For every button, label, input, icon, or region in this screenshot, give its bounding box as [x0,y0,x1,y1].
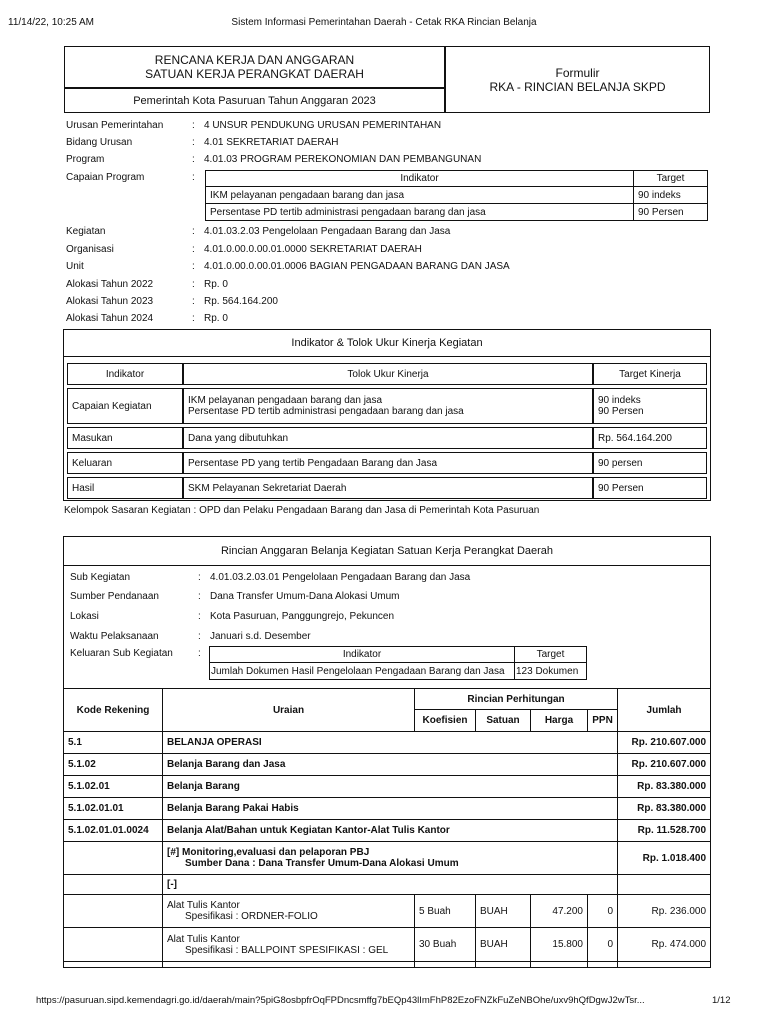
ppn-cell: 0 [588,895,618,928]
kode-rekening-cell: 5.1.02.01.01 [64,798,163,820]
satuan-cell: BUAH [476,895,531,928]
kinerja-tolok-line: Persentase PD tertib administrasi pengadaan barang dan jasa [188,406,464,417]
kode-rekening-cell [64,895,163,928]
col-header-target: Target [634,171,708,187]
jumlah-cell: Rp. 474.000 [618,928,711,962]
kinerja-tolok-cell: Dana yang dibutuhkan [183,427,593,449]
rincian-label: Lokasi [70,611,99,622]
header-subtitle-box [64,88,445,113]
colon: : [192,226,195,237]
col-header-indikator: Indikator [67,363,183,385]
colon: : [192,296,195,307]
meta-value: 4.01.0.00.0.00.01.0006 BAGIAN PENGADAAN BARANG DAN JASA [204,261,510,272]
meta-label: Urusan Pemerintahan [66,120,164,131]
colon: : [198,648,201,659]
header-left-line1: RENCANA KERJA DAN ANGGARAN [154,53,355,67]
jumlah-cell: Rp. 11.528.700 [618,820,711,842]
col-header-target: Target [515,647,587,663]
header-right-line1: Formulir [555,65,600,80]
uraian-sumber-dana: Sumber Dana : Dana Transfer Umum-Dana Alokasi Umum [185,858,459,869]
uraian-cell: Belanja Barang Pakai Habis [163,798,618,820]
rincian-label: Keluaran Sub Kegiatan [70,648,173,659]
colon: : [192,313,195,324]
uraian-cell: Belanja Alat/Bahan untuk Kegiatan Kantor-Alat Tulis Kantor [163,820,618,842]
rincian-value: Januari s.d. Desember [210,631,311,642]
header-left-box [64,46,445,88]
capaian-indikator-cell: Persentase PD tertib administrasi pengadaan barang dan jasa [206,204,634,221]
colon: : [192,154,195,165]
kode-rekening-cell [64,928,163,962]
col-header-jumlah: Jumlah [618,689,711,732]
capaian-target-cell: 90 Persen [634,204,708,221]
col-header-ppn: PPN [588,710,618,732]
kinerja-table [67,360,707,502]
kinerja-target-line: 90 indeks [598,395,641,406]
jumlah-cell: Rp. 83.380.000 [618,798,711,820]
koefisien-cell: 30 Buah [415,928,476,962]
rincian-value: Dana Transfer Umum-Dana Alokasi Umum [210,591,400,602]
table-row [64,895,711,928]
header-right-box [445,46,710,113]
rincian-label: Sub Kegiatan [70,572,131,583]
colon: : [192,261,195,272]
keluaran-indikator-cell: Jumlah Dokumen Hasil Pengelolaan Pengadaan Barang dan Jasa [210,663,515,680]
colon: : [198,572,201,583]
koefisien-cell: 5 Buah [415,895,476,928]
meta-value: Rp. 0 [204,279,228,290]
meta-label: Alokasi Tahun 2023 [66,296,154,307]
table-row [64,732,711,754]
kinerja-indikator-cell: Masukan [67,427,183,449]
meta-value: 4.01.0.00.0.00.01.0000 SEKRETARIAT DAERAH [204,244,422,255]
kode-rekening-cell [64,875,163,895]
harga-cell: 15.800 [531,928,588,962]
meta-value: 4.01.03 PROGRAM PEREKONOMIAN DAN PEMBANGUNAN [204,154,482,165]
header-right-line2: RKA - RINCIAN BELANJA SKPD [489,79,666,94]
kode-rekening-cell: 5.1 [64,732,163,754]
table-row [64,842,711,875]
colon: : [198,631,201,642]
jumlah-cell: Rp. 83.380.000 [618,776,711,798]
meta-label: Program [66,154,105,165]
colon: : [198,591,201,602]
colon: : [192,172,195,183]
keluaran-target-cell: 123 Dokumen [515,663,587,680]
colon: : [192,120,195,131]
table-row-partial [64,962,711,968]
capaian-program-table [205,170,708,221]
meta-label: Alokasi Tahun 2022 [66,279,154,290]
table-row [64,820,711,842]
table-row [64,776,711,798]
kinerja-title: Indikator & Tolok Ukur Kinerja Kegiatan [64,330,710,357]
colon: : [192,137,195,148]
meta-value: Rp. 0 [204,313,228,324]
print-url: https://pasuruan.sipd.kemendagri.go.id/daerah/main?5piG8osbpfrOqFPDncsmffg7bEQp43lImFhP82EzoFNZkFuZeNBOhe/uxv9hQfDgwJ2wTsr... [36,995,645,1006]
col-header-indikator: Indikator [210,647,515,663]
table-row [64,754,711,776]
rincian-title: Rincian Anggaran Belanja Kegiatan Satuan Kerja Perangkat Daerah [64,537,710,566]
meta-value: 4.01 SEKRETARIAT DAERAH [204,137,339,148]
uraian-cell: BELANJA OPERASI [163,732,618,754]
print-datetime: 11/14/22, 10:25 AM [8,17,94,28]
uraian-spesifikasi: Spesifikasi : ORDNER-FOLIO [185,911,318,922]
uraian-cell: [-] [163,875,618,895]
kode-rekening-cell: 5.1.02 [64,754,163,776]
jumlah-cell: Rp. 210.607.000 [618,732,711,754]
uraian-line: Alat Tulis Kantor [167,933,240,945]
meta-value: Rp. 564.164.200 [204,296,278,307]
jumlah-cell: Rp. 210.607.000 [618,754,711,776]
meta-label: Bidang Urusan [66,137,133,148]
col-header-rincian-perhitungan: Rincian Perhitungan [415,689,618,710]
kinerja-target-cell: 90 Persen [593,477,707,499]
meta-label: Unit [66,261,84,272]
rincian-value: 4.01.03.2.03.01 Pengelolaan Pengadaan Barang dan Jasa [210,572,471,583]
colon: : [192,279,195,290]
jumlah-cell: Rp. 1.018.400 [618,842,711,875]
kelompok-sasaran: Kelompok Sasaran Kegiatan : OPD dan Pelaku Pengadaan Barang dan Jasa di Pemerintah Kota Pasuruan [64,505,540,516]
ppn-cell: 0 [588,928,618,962]
print-page-title: Sistem Informasi Pemerintahan Daerah - Cetak RKA Rincian Belanja [231,17,537,28]
meta-label: Kegiatan [66,226,106,237]
print-page-number: 1/12 [712,995,731,1006]
kinerja-target-cell: Rp. 564.164.200 [593,427,707,449]
table-row [64,928,711,962]
kinerja-target-cell [593,388,707,424]
rincian-value: Kota Pasuruan, Panggungrejo, Pekuncen [210,611,395,622]
header-left-line2: SATUAN KERJA PERANGKAT DAERAH [145,67,364,81]
harga-cell: 47.200 [531,895,588,928]
jumlah-cell [618,875,711,895]
col-header-target-kinerja: Target Kinerja [593,363,707,385]
col-header-satuan: Satuan [476,710,531,732]
kode-rekening-cell: 5.1.02.01.01.0024 [64,820,163,842]
uraian-spesifikasi: Spesifikasi : BALLPOINT SPESIFIKASI : GEL [185,944,389,956]
kinerja-indikator-cell: Capaian Kegiatan [67,388,183,424]
uraian-cell [163,842,618,875]
colon: : [192,244,195,255]
col-header-koefisien: Koefisien [415,710,476,732]
uraian-line: Alat Tulis Kantor [167,900,240,911]
table-row [64,798,711,820]
rincian-label: Sumber Pendanaan [70,591,159,602]
meta-label: Organisasi [66,244,114,255]
rincian-belanja-table [63,688,711,968]
kinerja-target-line: 90 Persen [598,406,644,417]
meta-value: 4 UNSUR PENDUKUNG URUSAN PEMERINTAHAN [204,120,442,131]
meta-label: Capaian Program [66,172,145,183]
kinerja-tolok-cell: SKM Pelayanan Sekretariat Daerah [183,477,593,499]
rincian-label: Waktu Pelaksanaan [70,631,159,642]
uraian-line: [#] Monitoring,evaluasi dan pelaporan PBJ [167,847,370,858]
col-header-uraian: Uraian [163,689,415,732]
colon: : [198,611,201,622]
kinerja-indikator-cell: Hasil [67,477,183,499]
kinerja-tolok-cell: Persentase PD yang tertib Pengadaan Barang dan Jasa [183,452,593,474]
kode-rekening-cell [64,842,163,875]
kinerja-tolok-cell [183,388,593,424]
col-header-tolok-ukur: Tolok Ukur Kinerja [183,363,593,385]
meta-value: 4.01.03.2.03 Pengelolaan Pengadaan Barang dan Jasa [204,226,451,237]
col-header-indikator: Indikator [206,171,634,187]
capaian-target-cell: 90 indeks [634,187,708,204]
uraian-cell [163,928,415,962]
uraian-cell [163,895,415,928]
kode-rekening-cell: 5.1.02.01 [64,776,163,798]
kinerja-section [63,329,711,501]
col-header-harga: Harga [531,710,588,732]
header-subtitle: Pemerintah Kota Pasuruan Tahun Anggaran 2023 [133,94,376,107]
uraian-cell: Belanja Barang [163,776,618,798]
jumlah-cell: Rp. 236.000 [618,895,711,928]
capaian-indikator-cell: IKM pelayanan pengadaan barang dan jasa [206,187,634,204]
table-row [64,875,711,895]
uraian-cell: Belanja Barang dan Jasa [163,754,618,776]
col-header-kode-rekening: Kode Rekening [64,689,163,732]
meta-label: Alokasi Tahun 2024 [66,313,154,324]
kinerja-indikator-cell: Keluaran [67,452,183,474]
kinerja-target-cell: 90 persen [593,452,707,474]
keluaran-sub-kegiatan-table [209,646,587,680]
kinerja-tolok-line: IKM pelayanan pengadaan barang dan jasa [188,395,383,406]
satuan-cell: BUAH [476,928,531,962]
